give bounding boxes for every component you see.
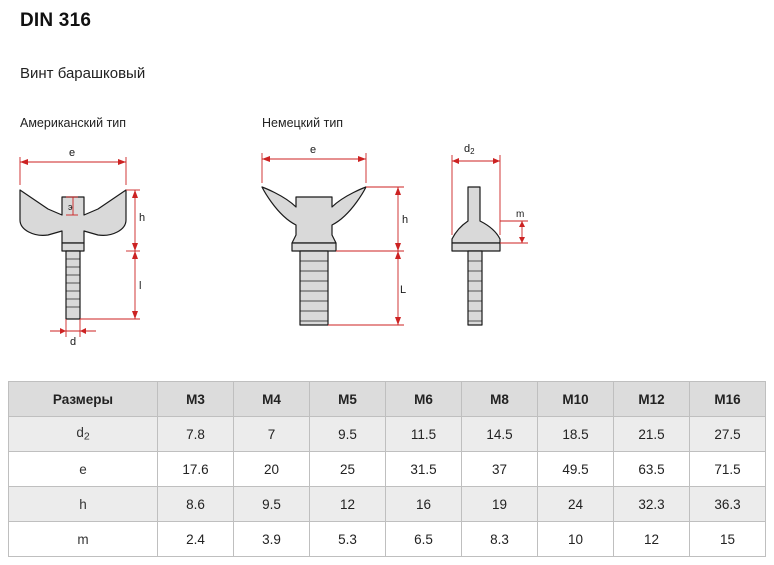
label-m-american: э <box>68 202 73 212</box>
cell-d2-m16: 27.5 <box>690 417 766 452</box>
cell-m-m10: 10 <box>538 522 614 557</box>
table-row <box>9 487 766 522</box>
cell-m-m5: 5.3 <box>310 522 386 557</box>
cell-d2-m6: 11.5 <box>386 417 462 452</box>
cell-m-m3: 2.4 <box>158 522 234 557</box>
american-shank <box>66 251 80 319</box>
cell-d2-m4: 7 <box>234 417 310 452</box>
label-L-german: L <box>400 284 407 296</box>
cell-d2-m12: 21.5 <box>614 417 690 452</box>
header-cell-m6: M6 <box>386 382 462 417</box>
header-cell-m4: M4 <box>234 382 310 417</box>
cell-e-m3: 17.6 <box>158 452 234 487</box>
figure-caption-american: Американский тип <box>20 116 127 130</box>
header-cell-m12: M12 <box>614 382 690 417</box>
product-name: Винт барашковый <box>20 65 146 82</box>
cell-e-m10: 49.5 <box>538 452 614 487</box>
cell-e-m16: 71.5 <box>690 452 766 487</box>
row-label-m: m <box>9 522 158 557</box>
header-cell-m10: M10 <box>538 382 614 417</box>
cell-m-m6: 6.5 <box>386 522 462 557</box>
cell-h-m6: 16 <box>386 487 462 522</box>
german-shank <box>300 251 328 325</box>
cell-h-m10: 24 <box>538 487 614 522</box>
cell-h-m3: 8.6 <box>158 487 234 522</box>
label-d2-german: d2 <box>464 143 475 156</box>
cell-m-m16: 15 <box>690 522 766 557</box>
dimensions-table-wrapper <box>8 381 766 557</box>
table-row <box>9 417 766 452</box>
header-cell-m5: M5 <box>310 382 386 417</box>
row-label-e: e <box>9 452 158 487</box>
cell-m-m12: 12 <box>614 522 690 557</box>
cell-h-m5: 12 <box>310 487 386 522</box>
german-wing-head <box>262 187 366 243</box>
header-cell-m8: M8 <box>462 382 538 417</box>
american-collar <box>62 243 84 251</box>
table-row <box>9 522 766 557</box>
table-header-row <box>9 382 766 417</box>
german-collar <box>292 243 336 251</box>
cell-d2-m10: 18.5 <box>538 417 614 452</box>
cell-d2-m8: 14.5 <box>462 417 538 452</box>
row-label-h: h <box>9 487 158 522</box>
label-e-german: e <box>310 144 317 156</box>
german-side-shank <box>468 251 482 325</box>
label-h-german: h <box>402 214 409 226</box>
cell-h-m8: 19 <box>462 487 538 522</box>
label-d-american: d <box>70 336 77 348</box>
header-cell-m3: M3 <box>158 382 234 417</box>
figure-caption-german: Немецкий тип <box>262 116 344 130</box>
label-e-american: e <box>69 147 76 159</box>
row-label-d2: $d_2$ <box>9 417 158 452</box>
cell-e-m8: 37 <box>462 452 538 487</box>
label-l-american: l <box>139 280 142 292</box>
cell-h-m16: 36.3 <box>690 487 766 522</box>
table-row <box>9 452 766 487</box>
cell-d2-m3: 7.8 <box>158 417 234 452</box>
dimensions-table <box>8 381 766 557</box>
cell-m-m8: 8.3 <box>462 522 538 557</box>
page-title: DIN 316 <box>20 10 92 31</box>
header-cell-sizes: Размеры <box>9 382 158 417</box>
german-side-head <box>452 187 500 243</box>
cell-m-m4: 3.9 <box>234 522 310 557</box>
header-cell-m16: M16 <box>690 382 766 417</box>
technical-drawing <box>0 135 774 360</box>
german-side-collar <box>452 243 500 251</box>
cell-e-m5: 25 <box>310 452 386 487</box>
cell-h-m12: 32.3 <box>614 487 690 522</box>
cell-e-m4: 20 <box>234 452 310 487</box>
cell-e-m12: 63.5 <box>614 452 690 487</box>
cell-d2-m5: 9.5 <box>310 417 386 452</box>
label-h-american: h <box>139 212 146 224</box>
cell-e-m6: 31.5 <box>386 452 462 487</box>
label-m-german: m <box>516 209 525 220</box>
cell-h-m4: 9.5 <box>234 487 310 522</box>
